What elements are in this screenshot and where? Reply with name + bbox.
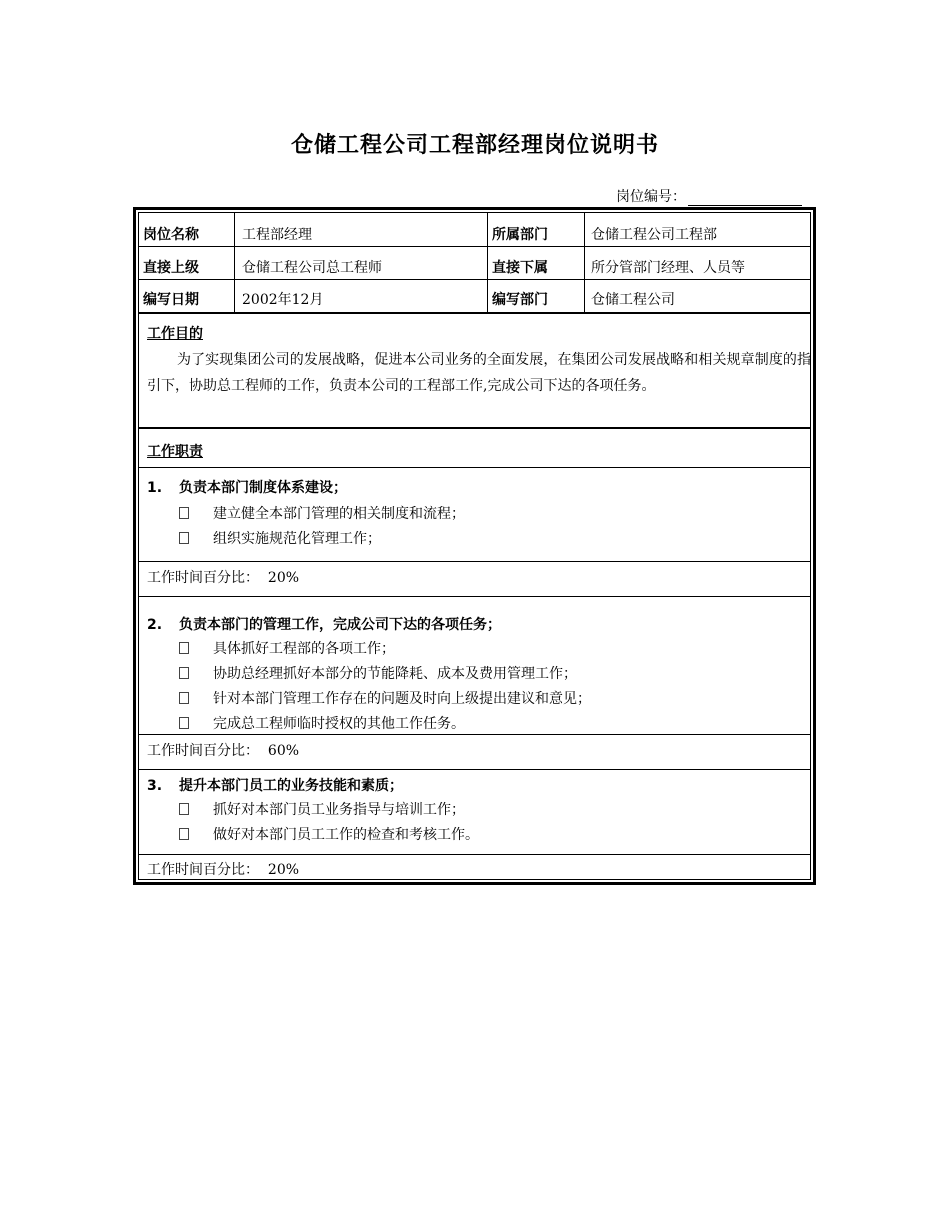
duty-3-time: 工作时间百分比： 20% bbox=[147, 862, 300, 878]
row-divider bbox=[139, 279, 810, 280]
list-item: 抓好对本部门员工业务指导与培训工作； bbox=[179, 800, 465, 820]
bullet-icon bbox=[179, 692, 189, 704]
duty-3-title: 提升本部门员工的业务技能和素质； bbox=[179, 778, 403, 794]
list-item: 协助总经理抓好本部分的节能降耗、成本及费用管理工作； bbox=[179, 664, 577, 684]
position-number-label: 岗位编号： bbox=[616, 189, 686, 205]
duty-1-number: 1. bbox=[147, 480, 163, 496]
date-label: 编写日期 bbox=[143, 292, 199, 308]
superior-label: 直接上级 bbox=[143, 260, 199, 276]
section-divider bbox=[139, 769, 810, 770]
row-divider bbox=[139, 854, 810, 855]
bullet-icon bbox=[179, 667, 189, 679]
writer-dept-label: 编写部门 bbox=[492, 292, 548, 308]
bullet-icon bbox=[179, 828, 189, 840]
page-title: 仓储工程公司工程部经理岗位说明书 bbox=[290, 133, 659, 158]
duty-1-title: 负责本部门制度体系建设； bbox=[179, 480, 347, 496]
department-value: 仓储工程公司工程部 bbox=[591, 227, 717, 243]
col-divider bbox=[234, 213, 235, 313]
table-body bbox=[138, 212, 811, 880]
bullet-icon bbox=[179, 642, 189, 654]
section-divider bbox=[139, 467, 810, 468]
subordinate-label: 直接下属 bbox=[492, 260, 548, 276]
position-name-label: 岗位名称 bbox=[143, 227, 199, 243]
bullet-icon bbox=[179, 803, 189, 815]
bullet-icon bbox=[179, 532, 189, 544]
duty-2-number: 2. bbox=[147, 617, 163, 633]
row-divider bbox=[139, 246, 810, 247]
list-item: 具体抓好工程部的各项工作； bbox=[179, 639, 395, 659]
list-item: 建立健全本部门管理的相关制度和流程； bbox=[179, 504, 465, 524]
row-divider bbox=[139, 312, 810, 314]
section-divider bbox=[139, 427, 810, 429]
date-value: 2002年12月 bbox=[242, 292, 324, 308]
position-number-blank bbox=[688, 191, 802, 206]
list-item: 做好对本部门员工工作的检查和考核工作。 bbox=[179, 825, 479, 845]
list-item: 针对本部门管理工作存在的问题及时向上级提出建议和意见； bbox=[179, 689, 591, 709]
section-divider bbox=[139, 596, 810, 597]
bullet-icon bbox=[179, 507, 189, 519]
col-divider bbox=[584, 213, 585, 313]
purpose-text: 为了实现集团公司的发展战略，促进本公司业务的全面发展，在集团公司发展战略和相关规章制度的指引下，协助总工程师的工作，负责本公司的工程部工作,完成公司下达的各项任务。 bbox=[147, 352, 811, 394]
duty-1-time: 工作时间百分比： 20% bbox=[147, 570, 300, 586]
department-label: 所属部门 bbox=[492, 227, 548, 243]
duties-heading: 工作职责 bbox=[147, 444, 203, 460]
row-divider bbox=[139, 734, 810, 735]
duty-2-title: 负责本部门的管理工作，完成公司下达的各项任务； bbox=[179, 617, 501, 633]
row-divider bbox=[139, 561, 810, 562]
col-divider bbox=[487, 213, 488, 313]
position-name-value: 工程部经理 bbox=[242, 227, 312, 243]
writer-dept-value: 仓储工程公司 bbox=[591, 292, 675, 308]
bullet-icon bbox=[179, 717, 189, 729]
duty-2-time: 工作时间百分比： 60% bbox=[147, 743, 300, 759]
purpose-heading: 工作目的 bbox=[147, 326, 203, 342]
list-item: 组织实施规范化管理工作； bbox=[179, 529, 381, 549]
duty-3-number: 3. bbox=[147, 778, 163, 794]
superior-value: 仓储工程公司总工程师 bbox=[242, 260, 382, 276]
job-description-table bbox=[133, 207, 816, 885]
position-number bbox=[616, 186, 802, 206]
list-item: 完成总工程师临时授权的其他工作任务。 bbox=[179, 714, 465, 734]
subordinate-value: 所分管部门经理、人员等 bbox=[591, 260, 745, 276]
